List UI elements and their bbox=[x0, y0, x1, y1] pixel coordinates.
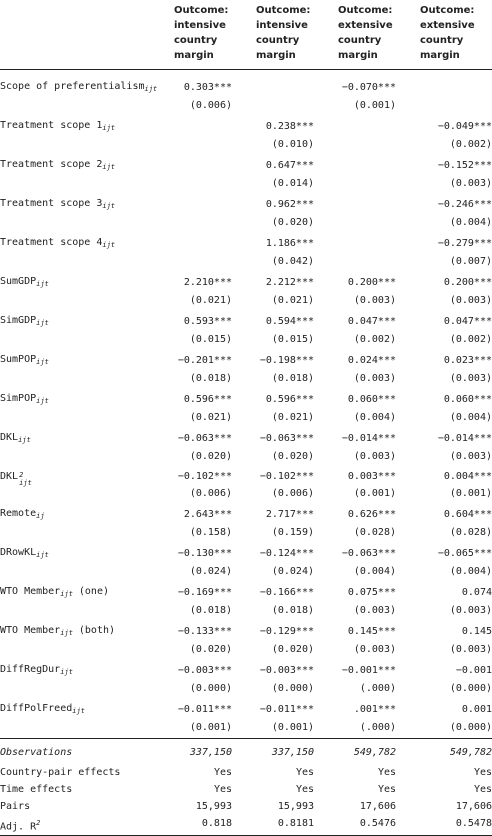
variable-subscript: ijt bbox=[60, 667, 73, 676]
coefficient-cell bbox=[246, 69, 328, 99]
table-row bbox=[0, 233, 492, 255]
coefficient-cell: −0.063*** bbox=[259, 432, 314, 444]
coefficient-cell: −0.049*** bbox=[437, 120, 492, 132]
variable-name: Treatment scope 2 bbox=[0, 158, 103, 170]
coefficient-cell: −0.063*** bbox=[177, 432, 232, 444]
summary-value: 337,150 bbox=[246, 738, 328, 764]
summary-label-text: Pairs bbox=[0, 800, 31, 812]
variable-label bbox=[0, 428, 164, 450]
coefficient-cell: 0.593*** bbox=[183, 315, 232, 327]
coefficient-cell: 0.023*** bbox=[443, 354, 492, 366]
coefficient-cell bbox=[164, 194, 246, 216]
summary-label bbox=[0, 764, 164, 781]
summary-label-text: Adj. R bbox=[0, 820, 37, 832]
coefficient-cell: 0.303*** bbox=[183, 81, 232, 93]
coefficient-cell bbox=[410, 69, 492, 99]
table-row bbox=[0, 504, 492, 526]
coefficient-cell: −0.011*** bbox=[177, 703, 232, 715]
std-error-cell: (0.021) bbox=[189, 294, 232, 306]
variable-label bbox=[0, 699, 164, 721]
std-error-label bbox=[0, 721, 164, 739]
std-error-cell: (0.020) bbox=[271, 216, 314, 228]
coefficient-cell: 0.145 bbox=[461, 625, 492, 637]
coefficient-cell bbox=[328, 233, 410, 255]
std-error-row bbox=[0, 487, 492, 504]
coefficient-cell bbox=[328, 155, 410, 177]
coefficient-cell: 0.047*** bbox=[347, 315, 396, 327]
variable-name: SimGDP bbox=[0, 314, 37, 326]
variable-subscript: ijt bbox=[60, 628, 73, 637]
std-error-cell: (0.003) bbox=[449, 177, 492, 189]
coefficient-cell bbox=[328, 194, 410, 216]
table-body bbox=[0, 69, 492, 835]
variable-name: WTO Member bbox=[0, 624, 61, 636]
coefficient-cell: 0.075*** bbox=[347, 586, 396, 598]
coefficient-cell: 0.145*** bbox=[347, 625, 396, 637]
coefficient-cell bbox=[164, 155, 246, 177]
std-error-row bbox=[0, 333, 492, 350]
variable-subscript: ijt bbox=[102, 162, 116, 171]
variable-subscript: ij bbox=[36, 511, 45, 520]
std-error-label bbox=[0, 682, 164, 699]
coefficient-cell: −0.130*** bbox=[177, 547, 232, 559]
summary-row bbox=[0, 815, 492, 836]
variable-subscript: ijt bbox=[36, 357, 49, 366]
std-error-label bbox=[0, 643, 164, 660]
std-error-cell: (0.002) bbox=[353, 333, 396, 345]
std-error-cell: (0.006) bbox=[189, 99, 232, 111]
coefficient-cell: −0.001*** bbox=[341, 664, 396, 676]
coefficient-cell: 2.643*** bbox=[183, 508, 232, 520]
variable-subscript: ijt bbox=[36, 550, 49, 559]
variable-name: WTO Member bbox=[0, 585, 61, 597]
std-error-cell: (0.000) bbox=[271, 682, 314, 694]
summary-label-text: Time effects bbox=[0, 783, 73, 795]
coefficient-cell: 0.604*** bbox=[443, 508, 492, 520]
std-error-cell: (0.020) bbox=[189, 450, 232, 462]
std-error-label bbox=[0, 255, 164, 272]
coefficient-cell: 0.200*** bbox=[347, 276, 396, 288]
column-header-text: Outcome: extensive country margin bbox=[420, 5, 475, 61]
coefficient-cell: .001*** bbox=[353, 703, 396, 715]
std-error-row bbox=[0, 450, 492, 467]
summary-value: 0.818 bbox=[164, 815, 246, 836]
coefficient-cell: 0.004*** bbox=[443, 470, 492, 482]
std-error-label bbox=[0, 216, 164, 233]
std-error-cell: (0.042) bbox=[271, 255, 314, 267]
std-error-cell: (0.021) bbox=[271, 411, 314, 423]
variable-name: DKL bbox=[0, 431, 19, 443]
coefficient-cell: 2.212*** bbox=[265, 276, 314, 288]
std-error-row bbox=[0, 216, 492, 233]
summary-value: Yes bbox=[295, 766, 314, 778]
summary-value: Yes bbox=[295, 783, 314, 795]
variable-name: SumPOP bbox=[0, 353, 37, 365]
std-error-cell: (0.004) bbox=[449, 216, 492, 228]
std-error-cell: (0.002) bbox=[449, 138, 492, 150]
std-error-cell bbox=[328, 138, 410, 155]
std-error-cell: (0.015) bbox=[189, 333, 232, 345]
coefficient-cell: −0.279*** bbox=[437, 237, 492, 249]
coefficient-cell: 0.647*** bbox=[265, 159, 314, 171]
coefficient-cell: −0.246*** bbox=[437, 198, 492, 210]
variable-name: Treatment scope 3 bbox=[0, 197, 103, 209]
variable-label bbox=[0, 233, 164, 255]
variable-name: DKL bbox=[0, 470, 19, 482]
std-error-cell bbox=[328, 177, 410, 194]
variable-name: DiffPolFreed bbox=[0, 702, 73, 714]
variable-label bbox=[0, 504, 164, 526]
std-error-cell: (0.021) bbox=[271, 294, 314, 306]
std-error-label bbox=[0, 333, 164, 350]
std-error-cell: (0.003) bbox=[449, 643, 492, 655]
std-error-cell: (0.001) bbox=[353, 487, 396, 499]
summary-value: 0.5478 bbox=[410, 815, 492, 836]
summary-label bbox=[0, 781, 164, 798]
coefficient-cell: −0.070*** bbox=[341, 81, 396, 93]
variable-name: Treatment scope 4 bbox=[0, 236, 103, 248]
variable-label bbox=[0, 350, 164, 372]
variable-subscript: ijt bbox=[102, 240, 116, 249]
std-error-row bbox=[0, 526, 492, 543]
summary-value: 0.5476 bbox=[328, 815, 410, 836]
coefficient-cell: 2.717*** bbox=[265, 508, 314, 520]
std-error-label bbox=[0, 177, 164, 194]
coefficient-cell: −0.063*** bbox=[341, 547, 396, 559]
summary-value: 549,782 bbox=[410, 738, 492, 764]
std-error-cell: (0.006) bbox=[189, 487, 232, 499]
summary-value: Yes bbox=[473, 766, 492, 778]
table-row bbox=[0, 389, 492, 411]
coefficient-cell: −0.001 bbox=[455, 664, 492, 676]
std-error-cell: (0.024) bbox=[189, 565, 232, 577]
std-error-cell: (0.028) bbox=[449, 526, 492, 538]
table-row bbox=[0, 350, 492, 372]
variable-label bbox=[0, 543, 164, 565]
variable-subscript: ijt bbox=[72, 706, 85, 715]
std-error-cell bbox=[410, 99, 492, 116]
table-row bbox=[0, 194, 492, 216]
std-error-row bbox=[0, 294, 492, 311]
std-error-cell bbox=[246, 99, 328, 116]
coefficient-cell bbox=[164, 233, 246, 255]
variable-label bbox=[0, 155, 164, 177]
variable-name: DRowKL bbox=[0, 546, 37, 558]
summary-value: 15,993 bbox=[277, 800, 314, 812]
column-header bbox=[328, 0, 410, 69]
variable-subscript: ijt bbox=[36, 396, 49, 405]
coefficient-cell: −0.014*** bbox=[341, 432, 396, 444]
std-error-row bbox=[0, 604, 492, 621]
variable-superscript: 2 bbox=[19, 470, 24, 479]
summary-value: 17,606 bbox=[359, 800, 396, 812]
summary-value: 17,606 bbox=[455, 800, 492, 812]
std-error-cell: (0.015) bbox=[271, 333, 314, 345]
variable-label bbox=[0, 582, 164, 604]
column-header bbox=[164, 0, 246, 69]
coefficient-cell: 0.001 bbox=[461, 703, 492, 715]
table-row bbox=[0, 428, 492, 450]
std-error-cell: (0.003) bbox=[449, 604, 492, 616]
table-row bbox=[0, 467, 492, 487]
std-error-cell: (0.003) bbox=[449, 294, 492, 306]
summary-superscript: 2 bbox=[36, 818, 41, 827]
summary-row bbox=[0, 798, 492, 815]
summary-row bbox=[0, 738, 492, 764]
table-row bbox=[0, 116, 492, 138]
variable-subscript: ijt bbox=[19, 478, 32, 487]
summary-value: Yes bbox=[213, 766, 232, 778]
coefficient-cell: 1.186*** bbox=[265, 237, 314, 249]
summary-value: 337,150 bbox=[164, 738, 246, 764]
std-error-label bbox=[0, 565, 164, 582]
coefficient-cell: 0.596*** bbox=[265, 393, 314, 405]
coefficient-cell: −0.014*** bbox=[437, 432, 492, 444]
std-error-label bbox=[0, 411, 164, 428]
variable-subscript: ijt bbox=[144, 84, 158, 93]
coefficient-cell: −0.124*** bbox=[259, 547, 314, 559]
std-error-cell: (0.002) bbox=[449, 333, 492, 345]
std-error-cell: (0.003) bbox=[449, 450, 492, 462]
table-row bbox=[0, 582, 492, 604]
std-error-row bbox=[0, 255, 492, 272]
coefficient-cell: 0.962*** bbox=[265, 198, 314, 210]
summary-value: Yes bbox=[473, 783, 492, 795]
variable-label bbox=[0, 467, 164, 487]
coefficient-cell bbox=[164, 116, 246, 138]
std-error-cell: (0.010) bbox=[271, 138, 314, 150]
table-row bbox=[0, 155, 492, 177]
coefficient-cell: 0.596*** bbox=[183, 393, 232, 405]
std-error-cell: (0.018) bbox=[271, 604, 314, 616]
summary-value: 15,993 bbox=[195, 800, 232, 812]
coefficient-cell: 0.074 bbox=[461, 586, 492, 598]
variable-subscript: ijt bbox=[18, 435, 31, 444]
summary-value: Yes bbox=[213, 783, 232, 795]
variable-suffix: (both) bbox=[72, 624, 116, 636]
summary-label bbox=[0, 815, 164, 836]
std-error-label bbox=[0, 99, 164, 116]
variable-name: Remote bbox=[0, 507, 37, 519]
std-error-row bbox=[0, 643, 492, 660]
summary-value: 0.8181 bbox=[246, 815, 328, 836]
coefficient-cell: 0.024*** bbox=[347, 354, 396, 366]
summary-value: Yes bbox=[377, 766, 396, 778]
std-error-label bbox=[0, 450, 164, 467]
variable-label bbox=[0, 194, 164, 216]
coefficient-cell: −0.011*** bbox=[259, 703, 314, 715]
variable-label bbox=[0, 311, 164, 333]
std-error-cell: (0.000) bbox=[449, 721, 492, 733]
summary-label-text: Observations bbox=[0, 746, 73, 758]
coefficient-cell: 0.200*** bbox=[443, 276, 492, 288]
std-error-cell: (0.018) bbox=[189, 604, 232, 616]
variable-label bbox=[0, 116, 164, 138]
std-error-cell: (0.020) bbox=[189, 643, 232, 655]
std-error-cell: (0.159) bbox=[271, 526, 314, 538]
coefficient-cell bbox=[328, 116, 410, 138]
std-error-cell: (0.004) bbox=[353, 411, 396, 423]
variable-label bbox=[0, 69, 164, 99]
coefficient-cell: 0.060*** bbox=[347, 393, 396, 405]
std-error-cell: (0.014) bbox=[271, 177, 314, 189]
column-header-text: Outcome: intensive country margin bbox=[256, 5, 311, 61]
std-error-cell: (0.001) bbox=[353, 99, 396, 111]
std-error-cell: (0.021) bbox=[189, 411, 232, 423]
std-error-cell: (0.000) bbox=[449, 682, 492, 694]
std-error-cell: (0.003) bbox=[449, 372, 492, 384]
std-error-label bbox=[0, 372, 164, 389]
std-error-label bbox=[0, 294, 164, 311]
coefficient-cell: 0.060*** bbox=[443, 393, 492, 405]
std-error-cell: (0.018) bbox=[189, 372, 232, 384]
std-error-cell: (0.006) bbox=[271, 487, 314, 499]
variable-suffix: (one) bbox=[72, 585, 109, 597]
summary-value: Yes bbox=[377, 783, 396, 795]
std-error-row bbox=[0, 721, 492, 739]
column-header bbox=[246, 0, 328, 69]
variable-subscript: ijt bbox=[60, 589, 73, 598]
header-blank bbox=[0, 0, 164, 69]
std-error-cell: (0.020) bbox=[271, 643, 314, 655]
std-error-cell: (.000) bbox=[359, 682, 396, 694]
coefficient-cell: 0.594*** bbox=[265, 315, 314, 327]
coefficient-cell: −0.102*** bbox=[259, 470, 314, 482]
variable-subscript: ijt bbox=[102, 123, 116, 132]
std-error-cell bbox=[164, 177, 246, 194]
std-error-cell: (.000) bbox=[359, 721, 396, 733]
coefficient-cell: 2.210*** bbox=[183, 276, 232, 288]
variable-subscript: ijt bbox=[102, 201, 116, 210]
coefficient-cell: −0.003*** bbox=[259, 664, 314, 676]
variable-name: SumGDP bbox=[0, 275, 37, 287]
coefficient-cell: 0.003*** bbox=[347, 470, 396, 482]
variable-label bbox=[0, 660, 164, 682]
table-row bbox=[0, 621, 492, 643]
std-error-row bbox=[0, 372, 492, 389]
coefficient-cell: −0.129*** bbox=[259, 625, 314, 637]
coefficient-cell: −0.003*** bbox=[177, 664, 232, 676]
std-error-cell: (0.003) bbox=[353, 294, 396, 306]
table-row bbox=[0, 69, 492, 99]
variable-name: SimPOP bbox=[0, 392, 37, 404]
std-error-cell bbox=[328, 255, 410, 272]
variable-name: DiffRegDur bbox=[0, 663, 61, 675]
std-error-row bbox=[0, 565, 492, 582]
coefficient-cell: −0.152*** bbox=[437, 159, 492, 171]
summary-label bbox=[0, 798, 164, 815]
summary-label bbox=[0, 738, 164, 764]
coefficient-cell: −0.201*** bbox=[177, 354, 232, 366]
coefficient-cell: −0.166*** bbox=[259, 586, 314, 598]
table-row bbox=[0, 543, 492, 565]
table-row bbox=[0, 699, 492, 721]
variable-subscript: ijt bbox=[36, 279, 49, 288]
variable-name: Scope of preferentialism bbox=[0, 80, 145, 92]
std-error-cell: (0.158) bbox=[189, 526, 232, 538]
std-error-cell bbox=[328, 216, 410, 233]
table-row bbox=[0, 660, 492, 682]
std-error-label bbox=[0, 138, 164, 155]
std-error-cell: (0.001) bbox=[271, 721, 314, 733]
column-header-text: Outcome: intensive country margin bbox=[174, 5, 229, 61]
summary-row bbox=[0, 781, 492, 798]
std-error-cell: (0.001) bbox=[449, 487, 492, 499]
std-error-cell: (0.003) bbox=[353, 450, 396, 462]
coefficient-cell: −0.133*** bbox=[177, 625, 232, 637]
variable-label bbox=[0, 621, 164, 643]
coefficient-cell: −0.102*** bbox=[177, 470, 232, 482]
std-error-cell: (0.024) bbox=[271, 565, 314, 577]
std-error-cell: (0.004) bbox=[449, 411, 492, 423]
std-error-cell: (0.003) bbox=[353, 604, 396, 616]
std-error-cell bbox=[164, 255, 246, 272]
std-error-cell: (0.004) bbox=[353, 565, 396, 577]
std-error-cell: (0.028) bbox=[353, 526, 396, 538]
table-header bbox=[0, 0, 492, 69]
variable-name: Treatment scope 1 bbox=[0, 119, 103, 131]
std-error-row bbox=[0, 138, 492, 155]
variable-label bbox=[0, 272, 164, 294]
coefficient-cell: 0.626*** bbox=[347, 508, 396, 520]
summary-row bbox=[0, 764, 492, 781]
std-error-cell: (0.000) bbox=[189, 682, 232, 694]
std-error-cell bbox=[164, 216, 246, 233]
coefficient-cell: −0.169*** bbox=[177, 586, 232, 598]
coefficient-cell: −0.198*** bbox=[259, 354, 314, 366]
table-row bbox=[0, 272, 492, 294]
std-error-row bbox=[0, 177, 492, 194]
std-error-cell: (0.001) bbox=[189, 721, 232, 733]
std-error-label bbox=[0, 526, 164, 543]
column-header-text: Outcome: extensive country margin bbox=[338, 5, 393, 61]
std-error-row bbox=[0, 411, 492, 428]
variable-label bbox=[0, 389, 164, 411]
std-error-cell: (0.020) bbox=[271, 450, 314, 462]
coefficient-cell: 0.047*** bbox=[443, 315, 492, 327]
variable-subscript: ijt bbox=[36, 318, 49, 327]
std-error-cell: (0.004) bbox=[449, 565, 492, 577]
std-error-row bbox=[0, 682, 492, 699]
std-error-cell: (0.003) bbox=[353, 372, 396, 384]
coefficient-cell: −0.065*** bbox=[437, 547, 492, 559]
std-error-cell: (0.018) bbox=[271, 372, 314, 384]
std-error-cell: (0.003) bbox=[353, 643, 396, 655]
std-error-row bbox=[0, 99, 492, 116]
table-row bbox=[0, 311, 492, 333]
coefficient-cell: 0.238*** bbox=[265, 120, 314, 132]
std-error-cell bbox=[164, 138, 246, 155]
std-error-cell: (0.007) bbox=[449, 255, 492, 267]
summary-value: 549,782 bbox=[328, 738, 410, 764]
std-error-label bbox=[0, 604, 164, 621]
column-header bbox=[410, 0, 492, 69]
summary-label-text: Country-pair effects bbox=[0, 766, 121, 778]
